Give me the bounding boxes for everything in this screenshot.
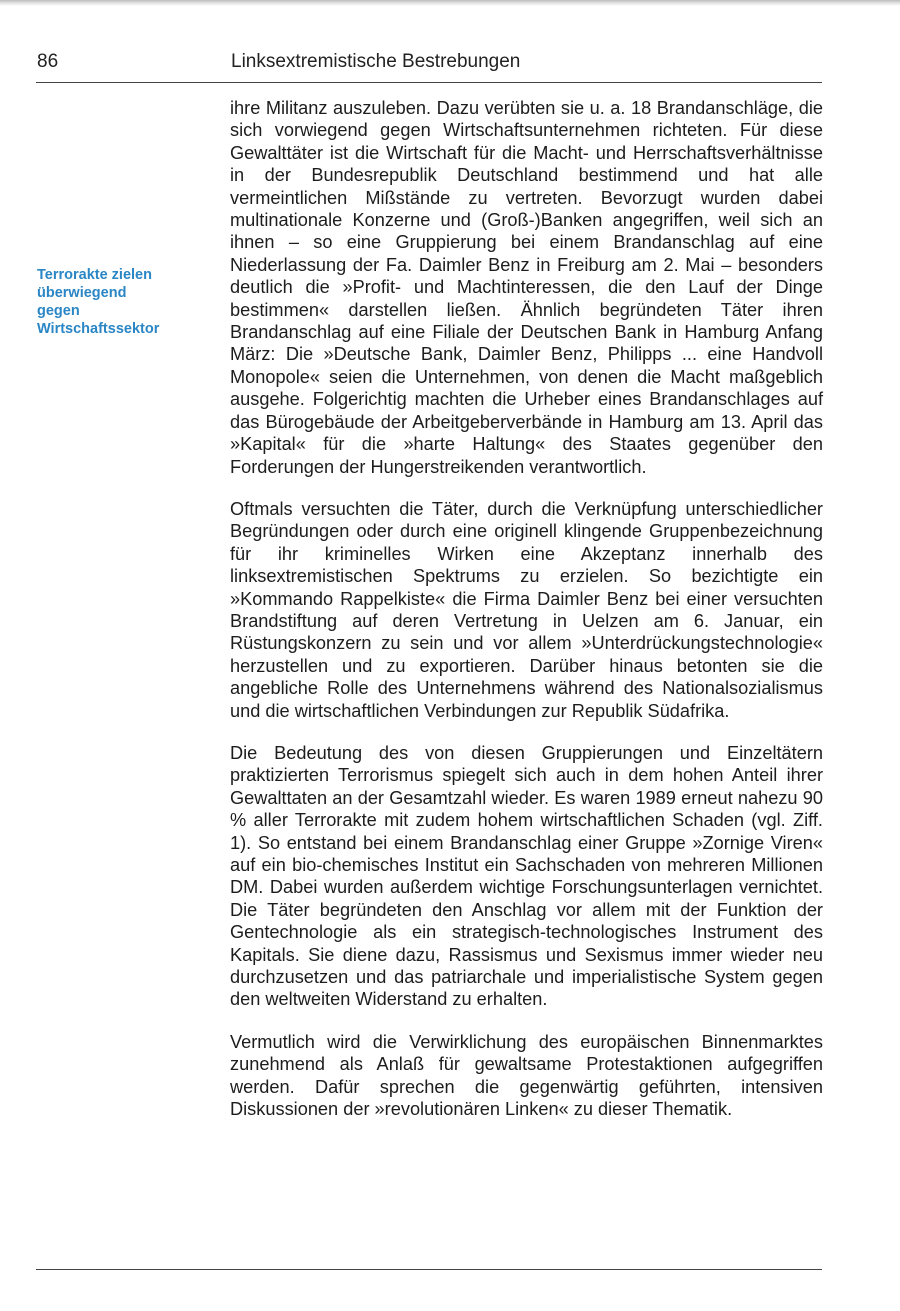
body-text	[230, 97, 823, 1140]
page-number: 86	[37, 51, 59, 72]
margin-note-line: gegen	[37, 303, 80, 319]
header-rule	[36, 82, 822, 83]
margin-note-line: Terrorakte zielen	[37, 267, 152, 283]
footer-rule	[36, 1269, 822, 1270]
margin-note-line: überwiegend	[37, 285, 127, 301]
margin-note	[37, 266, 217, 338]
paragraph: Oftmals versuchten die Täter, durch die Verknüpfung unterschiedlicher Begründungen oder durch eine originell klingende Gruppenbezeichnung für ihr kriminelles Wirken eine Akzeptanz innerhalb des linksextremistischen Spektrums zu erzielen. So bezichtigte ein »Kommando Rappelkiste« die Firma Daimler Benz bei einer versuchten Brandstiftung auf deren Vertretung in Uelzen am 6. Januar, ein Rüstungskonzern zu sein und vor allem »Unterdrückungstechnologie« herzustellen und zu exportieren. Darüber hinaus betonten sie die angebliche Rolle des Unternehmens während des Nationalsozialismus und die wirtschaftlichen Verbindungen zur Republik Südafrika.	[230, 498, 823, 721]
running-title: Linksextremistische Bestrebungen	[231, 51, 521, 72]
paragraph: Die Bedeutung des von diesen Gruppierungen und Einzeltätern praktizierten Terrorismus spiegelt sich auch in dem hohen Anteil ihrer Gewalttaten an der Gesamtzahl wieder. Es waren 1989 erneut nahezu 90 % aller Terrorakte mit zudem hohem wirtschaftlichen Schaden (vgl. Ziff. 1). So entstand bei einem Brandanschlag einer Gruppe »Zornige Viren« auf ein bio-chemisches Institut ein Sachschaden von mehreren Millionen DM. Dabei wurden außerdem wichtige Forschungsunterlagen vernichtet. Die Täter begründeten den Anschlag vor allem mit der Funktion der Gentechnologie als ein strategisch-technologisches Instrument des Kapitals. Sie diene dazu, Rassismus und Sexismus immer wieder neu durchzusetzen und das patriarchale und imperialistische System gegen den weltweiten Widerstand zu erhalten.	[230, 742, 823, 1010]
paragraph: Vermutlich wird die Verwirklichung des europäischen Binnenmarktes zunehmend als Anlaß für gewaltsame Protestaktionen aufgegriffen werden. Dafür sprechen die gegenwärtig geführten, intensiven Diskussionen der »revolutionären Linken« zu dieser Thematik.	[230, 1031, 823, 1120]
margin-note-line: Wirtschaftssektor	[37, 321, 160, 337]
scan-edge	[0, 0, 900, 6]
paragraph: ihre Militanz auszuleben. Dazu verübten sie u. a. 18 Brandanschläge, die sich vorwiegend gegen Wirtschaftsunternehmen richteten. Für diese Gewalttäter ist die Wirtschaft für die Macht- und Herrschaftsverhältnisse in der Bundesrepublik Deutschland bestimmend und hat alle vermeintlichen Mißstände zu vertreten. Bevorzugt wurden dabei multinationale Konzerne und (Groß-)Banken angegriffen, weil sich an ihnen – so eine Gruppierung bei einem Brandanschlag auf eine Niederlassung der Fa. Daimler Benz in Freiburg am 2. Mai – besonders deutlich die »Profit- und Machtinteressen, die den Lauf der Dinge bestimmen« darstellen ließen. Ähnlich begründeten Täter ihren Brandanschlag auf eine Filiale der Deutschen Bank in Hamburg Anfang März: Die »Deutsche Bank, Daimler Benz, Philipps ... eine Handvoll Monopole« seien die Unternehmen, von denen die Macht maßgeblich ausgehe. Folgerichtig machten die Urheber eines Brandanschlages auf das Bürogebäude der Arbeitgeberverbände in Hamburg am 13. April das »Kapital« für die »harte Haltung« des Staates gegenüber den Forderungen der Hungerstreikenden verantwortlich.	[230, 98, 823, 477]
page-header	[0, 50, 900, 80]
